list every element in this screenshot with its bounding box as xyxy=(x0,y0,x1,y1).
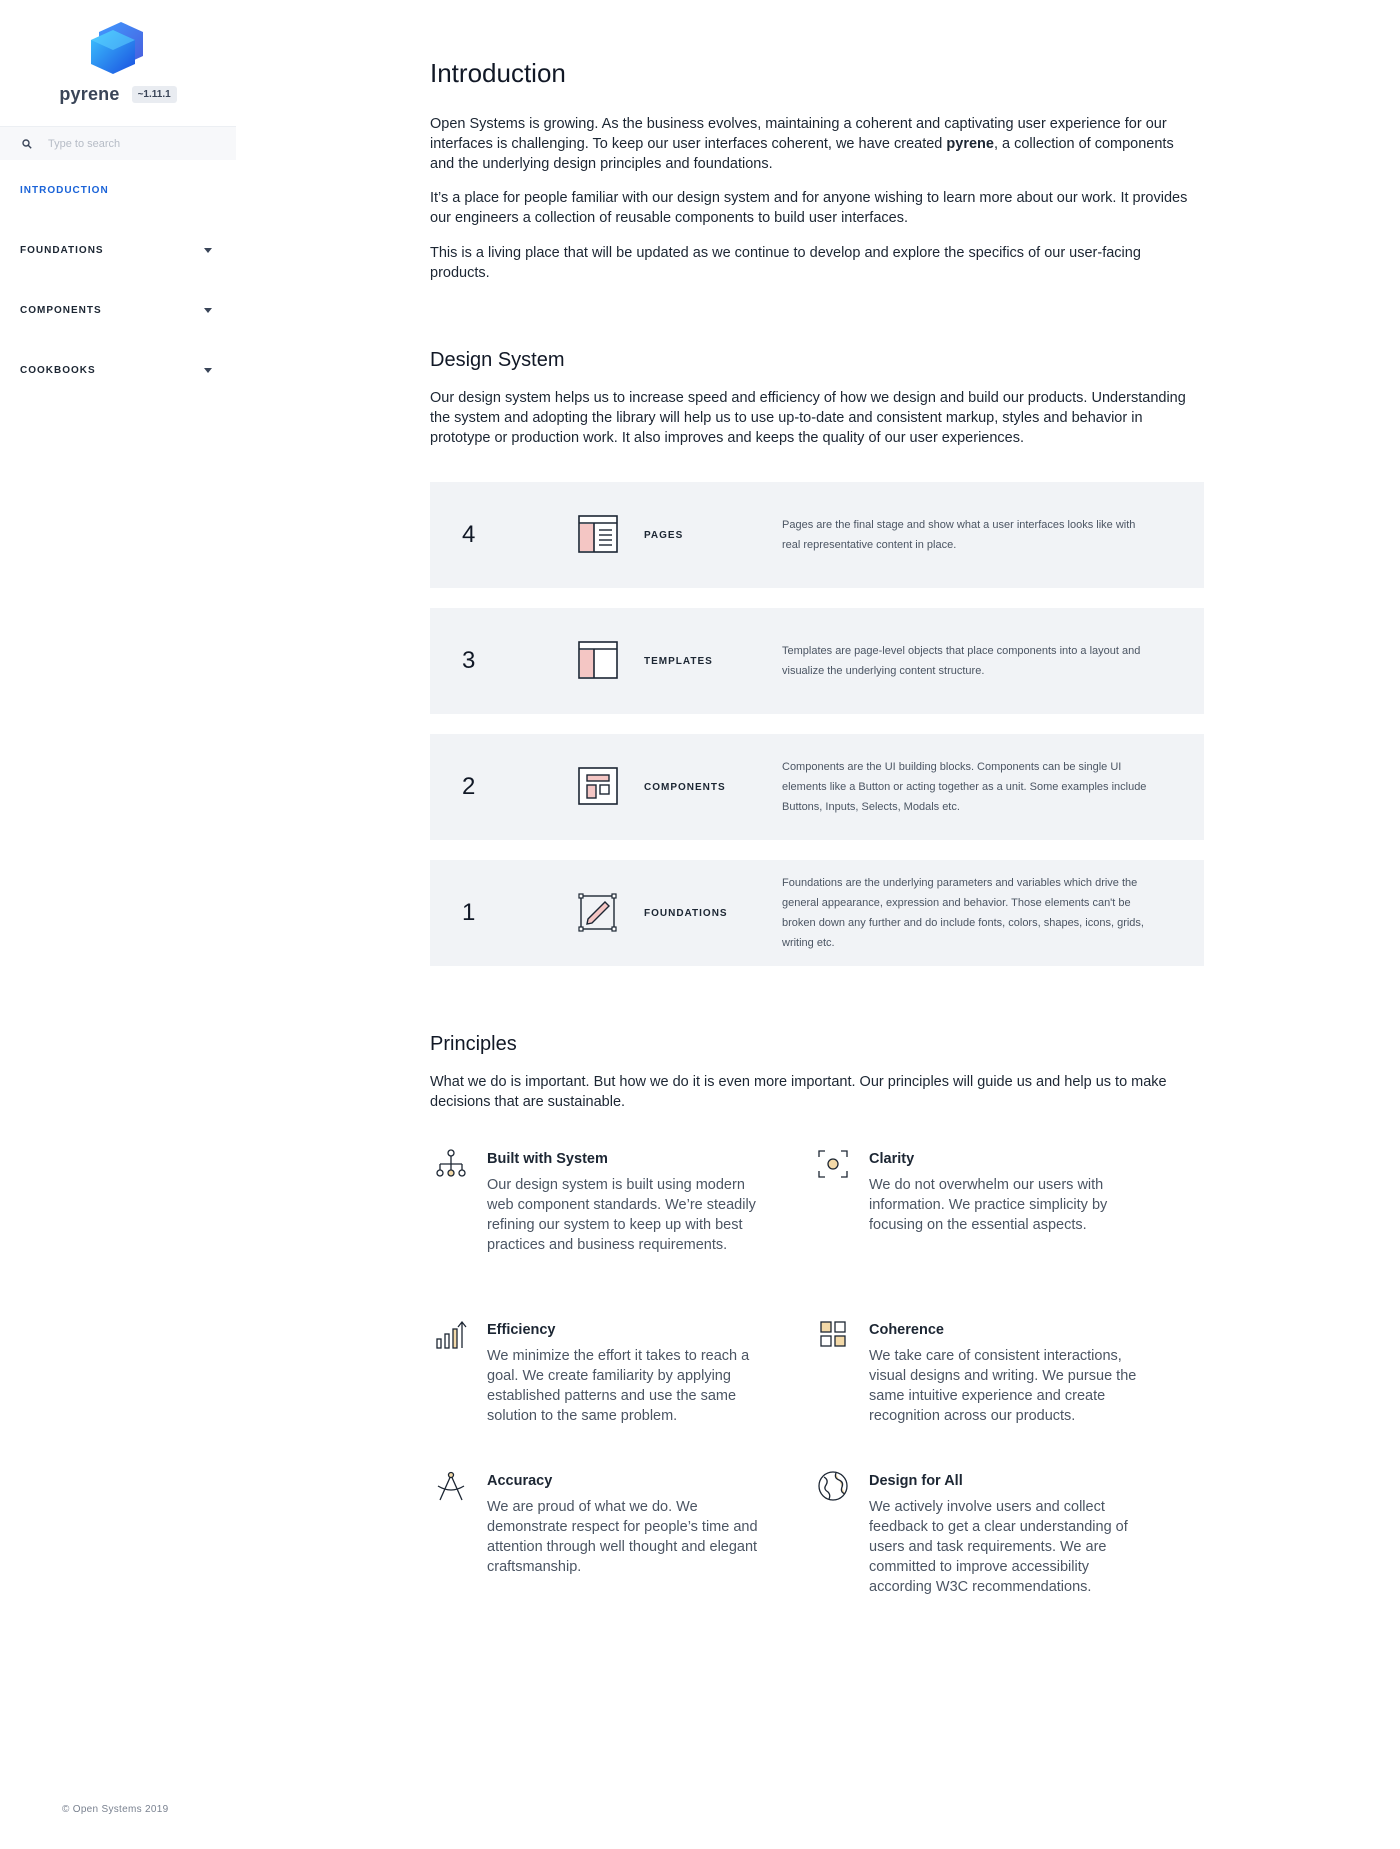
nav-item-cookbooks[interactable] xyxy=(0,340,236,400)
level-number: 3 xyxy=(462,647,476,674)
level-description: Components are the UI building blocks. Components can be single UI elements like a Button or acting together as a unit. Some examples include Buttons, Inputs, Selects, Modals etc. xyxy=(782,761,1147,813)
sidebar-nav xyxy=(0,160,236,400)
page-title: Introduction xyxy=(430,58,566,88)
nav-item-components[interactable] xyxy=(0,280,236,340)
components-icon xyxy=(578,767,618,805)
nav-item-foundations[interactable] xyxy=(0,220,236,280)
intro-paragraph-3: This is a living place that will be updated as we continue to develop and explore the specifics of our user-facing products. xyxy=(430,245,1141,281)
level-description: Pages are the final stage and show what a user interfaces looks like with real representative content in place. xyxy=(782,519,1136,551)
level-description: Foundations are the underlying parameters and variables which drive the general appearance, expression and behavior. Those elements can't be broken down any further and do include fonts, colors, shapes, icons, grids, writing etc. xyxy=(782,877,1144,949)
search-input[interactable] xyxy=(48,138,218,150)
level-title: COMPONENTS xyxy=(644,781,726,793)
copyright: © Open Systems 2019 xyxy=(62,1804,169,1815)
nav-item-label: COMPONENTS xyxy=(20,304,102,316)
version-badge: ~1.11.1 xyxy=(132,86,177,103)
foundations-icon xyxy=(578,893,618,933)
design-system-heading: Design System xyxy=(430,349,565,371)
principle-text: We actively involve users and collect feedback to get a clear understanding of users and task requirements. We are committed to improve accessibility according W3C recommendations. xyxy=(869,1499,1128,1595)
brand-name: pyrene xyxy=(59,84,120,104)
principle-title: Efficiency xyxy=(487,1322,556,1338)
intro-paragraph-1 xyxy=(430,114,1200,174)
level-card-components xyxy=(430,734,1204,840)
principle-text: We do not overwhelm our users with information. We practice simplicity by focusing on the essential aspects. xyxy=(869,1177,1108,1233)
level-title: TEMPLATES xyxy=(644,655,713,667)
globe-icon xyxy=(816,1470,850,1502)
caret-down-icon[interactable] xyxy=(204,248,212,253)
pages-icon xyxy=(578,515,618,553)
principles-paragraph: What we do is important. But how we do it is even more important. Our principles will guide us and help us to make decisions that are sustainable. xyxy=(430,1074,1167,1110)
principle-title: Accuracy xyxy=(487,1473,553,1489)
brand-emphasis: pyrene xyxy=(946,136,994,152)
principle-title: Built with System xyxy=(487,1151,608,1167)
grid-squares-icon xyxy=(816,1319,850,1351)
intro-paragraph-2: It’s a place for people familiar with our design system and for anyone wishing to learn more about our work. It provides our engineers a collection of reusable components to build user interfaces. xyxy=(430,190,1188,226)
pyrene-logo-icon xyxy=(83,18,153,80)
principle-title: Clarity xyxy=(869,1151,915,1167)
search-icon xyxy=(22,139,32,149)
nav-item-label: FOUNDATIONS xyxy=(20,244,104,256)
level-description: Templates are page-level objects that place components into a layout and visualize the underlying content structure. xyxy=(782,645,1141,677)
logo[interactable] xyxy=(0,18,236,105)
level-title: FOUNDATIONS xyxy=(644,907,728,919)
level-card-pages xyxy=(430,482,1204,588)
nav-item-introduction[interactable] xyxy=(0,160,236,220)
level-number: 2 xyxy=(462,773,476,800)
sidebar xyxy=(0,0,236,1849)
focus-icon xyxy=(816,1148,850,1180)
principle-text: We are proud of what we do. We demonstrate respect for people’s time and attention through well thought and elegant craftsmanship. xyxy=(487,1499,758,1575)
nav-item-label: INTRODUCTION xyxy=(20,184,109,196)
compass-icon xyxy=(434,1470,468,1502)
principle-text: Our design system is built using modern web component standards. We’re steadily refining our system to keep up with best practices and business requirements. xyxy=(487,1177,756,1253)
design-system-paragraph: Our design system helps us to increase speed and efficiency of how we design and build our products. Understanding the system and adopting the library will help us to use up-to-date and consistent markup, styles and behavior in prototype or production work. It also improves and keeps the quality of our user experiences. xyxy=(430,390,1186,446)
caret-down-icon[interactable] xyxy=(204,368,212,373)
principles-heading: Principles xyxy=(430,1033,517,1055)
level-number: 4 xyxy=(462,521,476,548)
level-card-foundations xyxy=(430,860,1204,966)
level-card-templates xyxy=(430,608,1204,714)
level-number: 1 xyxy=(462,899,476,926)
principle-text: We minimize the effort it takes to reach a goal. We create familiarity by applying established patterns and use the same solution to the same problem. xyxy=(487,1348,750,1424)
intro-text: Open Systems is growing. As the business evolves, maintaining a coherent and captivating user experience for our interfaces is challenging. To keep our user interfaces coherent, we have created xyxy=(430,116,1167,152)
intro-text: , a collection of components and the underlying design principles and foundations. xyxy=(430,136,1174,172)
caret-down-icon[interactable] xyxy=(204,308,212,313)
level-title: PAGES xyxy=(644,529,684,541)
hierarchy-icon xyxy=(434,1148,468,1180)
principle-title: Coherence xyxy=(869,1322,944,1338)
principle-title: Design for All xyxy=(869,1473,963,1489)
growth-chart-icon xyxy=(434,1319,468,1351)
templates-icon xyxy=(578,641,618,679)
search-bar xyxy=(0,126,236,160)
nav-item-label: COOKBOOKS xyxy=(20,364,96,376)
principle-text: We take care of consistent interactions, visual designs and writing. We pursue the same intuitive experience and create recognition across our products. xyxy=(869,1348,1137,1424)
